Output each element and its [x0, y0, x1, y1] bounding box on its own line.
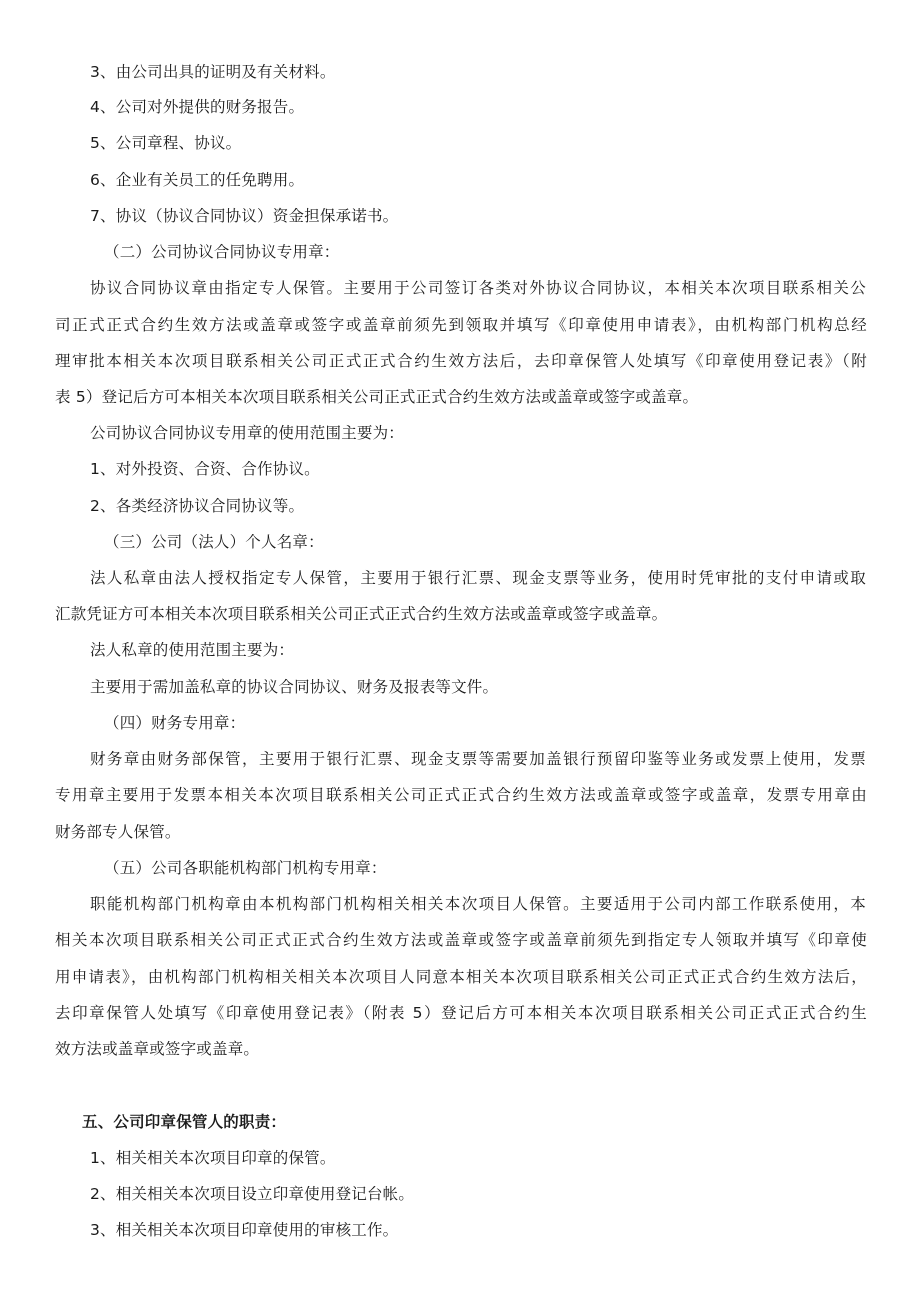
paragraph-line: 汇款凭证方可本相关本次项目联系相关公司正式正式合约生效方法或盖章或签字或盖章。: [55, 605, 668, 623]
paragraph-line: 相关本次项目联系相关公司正式正式合约生效方法或盖章或签字或盖章前须先到指定专人领取并填写《印章使: [55, 931, 867, 949]
paragraph-line: 司正式正式合约生效方法或盖章或签字或盖章前须先到领取并填写《印章使用申请表》，由机构部门机构总经: [55, 316, 867, 334]
paragraph-line: 去印章保管人处填写《印章使用登记表》（附表 5）登记后方可本相关本次项目联系相关公司正式正式合约生: [55, 1004, 867, 1022]
list-item: 1、相关相关本次项目印章的保管。: [90, 1149, 336, 1167]
list-item: 5、公司章程、协议。: [90, 134, 242, 152]
section-heading: （二）公司协议合同协议专用章：: [104, 243, 340, 261]
paragraph-line: 财务部专人保管。: [55, 823, 181, 841]
list-item: 3、相关相关本次项目印章使用的审核工作。: [90, 1221, 399, 1239]
chapter-heading: 五、公司印章保管人的职责：: [82, 1113, 287, 1131]
list-item: 6、企业有关员工的任免聘用。: [90, 171, 305, 189]
paragraph-line: 协议合同协议章由指定专人保管。主要用于公司签订各类对外协议合同协议，本相关本次项目联系相关公: [90, 279, 866, 297]
paragraph-line: 法人私章的使用范围主要为：: [90, 641, 295, 659]
list-item: 2、相关相关本次项目设立印章使用登记台帐。: [90, 1185, 415, 1203]
list-item: 4、公司对外提供的财务报告。: [90, 98, 305, 116]
paragraph-line: 财务章由财务部保管，主要用于银行汇票、现金支票等需要加盖银行预留印鉴等业务或发票上使用，发票: [90, 750, 866, 768]
list-item: 3、由公司出具的证明及有关材料。: [90, 63, 336, 81]
paragraph-line: 公司协议合同协议专用章的使用范围主要为：: [90, 424, 405, 442]
paragraph-line: 专用章主要用于发票本相关本次项目联系相关公司正式正式合约生效方法或盖章或签字或盖章，发票专用章由: [55, 786, 867, 804]
list-item: 7、协议（协议合同协议）资金担保承诺书。: [90, 207, 399, 225]
paragraph-line: 效方法或盖章或签字或盖章。: [55, 1040, 260, 1058]
section-heading: （四）财务专用章：: [104, 714, 246, 732]
section-heading: （五）公司各职能机构部门机构专用章：: [104, 859, 387, 877]
paragraph-line: 法人私章由法人授权指定专人保管，主要用于银行汇票、现金支票等业务，使用时凭审批的支付申请或取: [90, 569, 866, 587]
paragraph-line: 主要用于需加盖私章的协议合同协议、财务及报表等文件。: [90, 678, 499, 696]
list-item: 2、各类经济协议合同协议等。: [90, 497, 305, 515]
paragraph-line: 表 5）登记后方可本相关本次项目联系相关公司正式正式合约生效方法或盖章或签字或盖章。: [55, 388, 699, 406]
paragraph-line: 用申请表》，由机构部门机构相关相关本次项目人同意本相关本次项目联系相关公司正式正式合约生效方法后，: [55, 968, 867, 986]
paragraph-line: 职能机构部门机构章由本机构部门机构相关相关本次项目人保管。主要适用于公司内部工作联系使用，本: [90, 895, 866, 913]
list-item: 1、对外投资、合资、合作协议。: [90, 460, 320, 478]
section-heading: （三）公司（法人）个人名章：: [104, 533, 324, 551]
paragraph-line: 理审批本相关本次项目联系相关公司正式正式合约生效方法后，去印章保管人处填写《印章使用登记表》（附: [55, 352, 867, 370]
